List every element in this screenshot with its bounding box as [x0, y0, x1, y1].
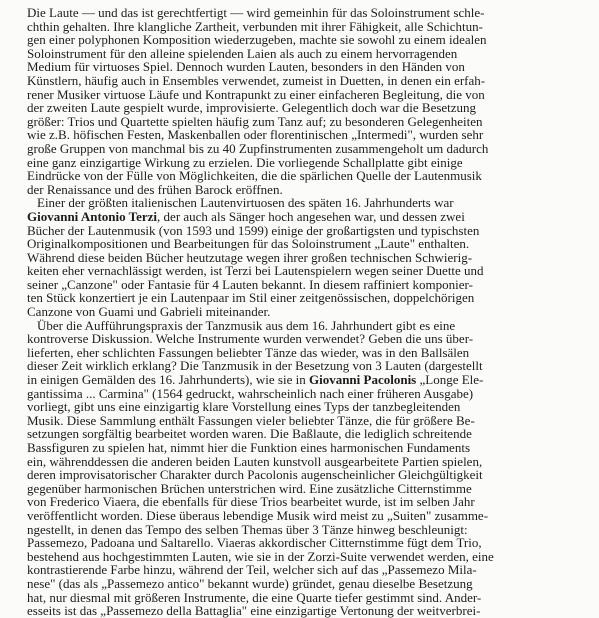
- text-line: hat, nur diesmal mit größeren Instrumente, die eine Quarte tiefer gestimmt sind. Ander-: [27, 589, 482, 605]
- text-line: Die Laute — und das ist gerechtfertigt — wird gemeinhin für das Soloinstrument schle-: [27, 5, 485, 20]
- text-line: Medium für virtuoses Spiel. Dennoch wurden Lauten, besonders in den Händen von: [27, 59, 465, 75]
- text-line: setzungen sorgfältig bearbeitet worden waren. Die Baßlaute, die lediglich schreitende: [27, 426, 472, 442]
- text-line: Canzone von Guami und Gabrieli miteinander.: [27, 304, 271, 320]
- text-line: wie z.B. höfischen Festen, Maskenballen oder florentinischen „Intermedi", wurden sehr: [27, 127, 484, 143]
- body-text: [27, 6, 583, 618]
- text-line: ein, währenddessen die anderen beiden Lauten kunstvoll ausgearbeitete Partien spielen,: [27, 453, 483, 469]
- composer-name: Giovanni Pacolonis: [308, 372, 417, 388]
- text-line: veröffentlicht worden. Diese überaus lebendige Musik wird meist zu „Suiten" zusamme-: [27, 507, 489, 523]
- text-line: lieferten, eher schlichten Fassungen beliebter Tänze das wieder, was in den Ballsälen: [27, 344, 470, 360]
- text-line: in einigen Gemälden des 16. Jahrhunderts), wie sie in Giovanni Pacolonis „Longe Ele-: [27, 372, 484, 388]
- text-line: bestehend aus hochgestimmten Lauten, wie sie in der Zorzi-Suite verwendet werden, eine: [27, 548, 494, 564]
- text-line: große Gruppen von manchmal bis zu 40 Zupfinstrumenten zusammengeholt um dadurch: [27, 140, 489, 156]
- composer-name: Giovanni Antonio Terzi: [27, 208, 158, 224]
- text-line: nese" (das als „Passemezo antico" bekannt wurde) gründet, genau dieselbe Besetzung: [27, 575, 473, 591]
- text-line: ten Stück konzertiert je ein Lautenpaar im Stil einer zeitgenössischen, doppelchörigen: [27, 290, 475, 306]
- text-line: gantissima ... Carmina" (1564 gedruckt, wahrscheinlich nach einer früheren Ausgabe): [27, 385, 474, 401]
- text-line: Originalkompositionen und Bearbeitungen für das Soloinstrument „Laute" enthalten.: [27, 236, 470, 252]
- text-line: Bassfiguren zu spielen hat, nimmt hier die Funktion eines harmonischen Fundaments: [27, 440, 471, 455]
- text-line: Eindrücke von der Fülle von Möglichkeiten, die die spärlichen Quelle der Lautenmusik: [27, 168, 482, 184]
- text-line: von Frederico Viaera, die ebenfalls für diese Trios bearbeitet wurde, ist im selben Jahr: [27, 494, 475, 510]
- text-line: gen einer polyphonen Komposition wiederzugeben, machte sie sowohl zu einem idealen: [27, 32, 487, 48]
- text-line: chthin gehalten. Ihre klangliche Zartheit, verbunden mit ihrer Fähigkeit, alle Schichtun-: [27, 18, 483, 34]
- text-line: kontrastierende Farbe hinzu, während der Teil, welcher sich auf das „Passemezo Mila-: [27, 562, 477, 578]
- text-line: deren improvisatorischer Charakter durch Pacolonis augenscheinlicher Gleichgültigkeit: [27, 467, 483, 483]
- text-line: größer: Trios und Quartette spielten häufig zum Tanz auf; zu besonderen Gelegenheiten: [27, 113, 483, 129]
- text-line: Einer der größten italienischen Lautenvirtuosen des späten 16. Jahrhunderts war: [37, 195, 454, 211]
- text-line: Über die Aufführungspraxis der Tanzmusik aus dem 16. Jahrhundert gibt es eine: [37, 317, 456, 333]
- text-line: gegenüber harmonischen Brüchen unterstrichen wird. Eine zusätzliche Citternstimme: [27, 480, 472, 496]
- text-line: ngestellt, in denen das Tempo des selben Themas über 3 Tänze hinweg beschleunigt:: [27, 521, 468, 537]
- text-line: dieser Zeit wirklich erklang? Die Tanzmusik in der Besetzung von 3 Lauten (dargestellt: [27, 358, 483, 374]
- text-line: kontroverse Diskussion. Welche Instrumente wurden verwendet? Geben die uns über-: [27, 331, 474, 347]
- text-line: Künstlern, häufig auch in Ensembles verwendet, zumeist in Duetten, in denen ein erfah-: [27, 72, 486, 88]
- text-line: rener Musiker virtuose Läufe und Kontrapunkt zu einer einfacheren Begleitung, die von: [27, 86, 485, 102]
- text-line: seiner „Canzone" oder Fantasie für 4 Lauten bekannt. In diesem raffiniert komponier-: [27, 276, 473, 292]
- text-line: der zweiten Laute gespielt wurde, improvisierte. Gelegentlich doch war die Besetzung: [27, 100, 477, 116]
- text-line: Während diese beiden Bücher heutzutage wegen ihrer großen technischen Schwierig-: [27, 249, 473, 265]
- text-line: Giovanni Antonio Terzi, der auch als Sänger hoch angesehen war, und dessen zwei: [27, 208, 465, 224]
- text-line: eine ganz einzigartige Wirkung zu erzielen. Die vorliegende Schallplatte gibt einige: [27, 154, 463, 170]
- text-line: der Renaissance und des frühen Barock eröffnen.: [27, 181, 283, 197]
- text-line: keiten eher vernachlässigt werden, ist Terzi bei Lautenspielern wegen seiner Duette und: [27, 263, 484, 279]
- text-line: vorliegt, gibt uns eine einzigartig klare Vorstellung eines Typs der tanzbegleitenden: [27, 399, 461, 415]
- text-line: Bücher der Lautenmusik (von 1593 und 1599) einige der großartigsten und typischsten: [27, 222, 480, 238]
- text-line: esseits ist das „Passemezo della Battaglia" eine einzigartige Vertonung der weitverbrei-: [27, 603, 481, 618]
- text-line: Soloinstrument für den alleine spielenden Laien als auch zu einem hervorragenden: [27, 45, 458, 61]
- text-line: Passemezo, Padoana und Saltarello. Viaeras akkordischer Citternstimme fügt dem Trio,: [27, 535, 482, 551]
- text-line: Musik. Diese Sammlung enthält Fassungen vieler beliebter Tänze, die für größere Be-: [27, 412, 475, 428]
